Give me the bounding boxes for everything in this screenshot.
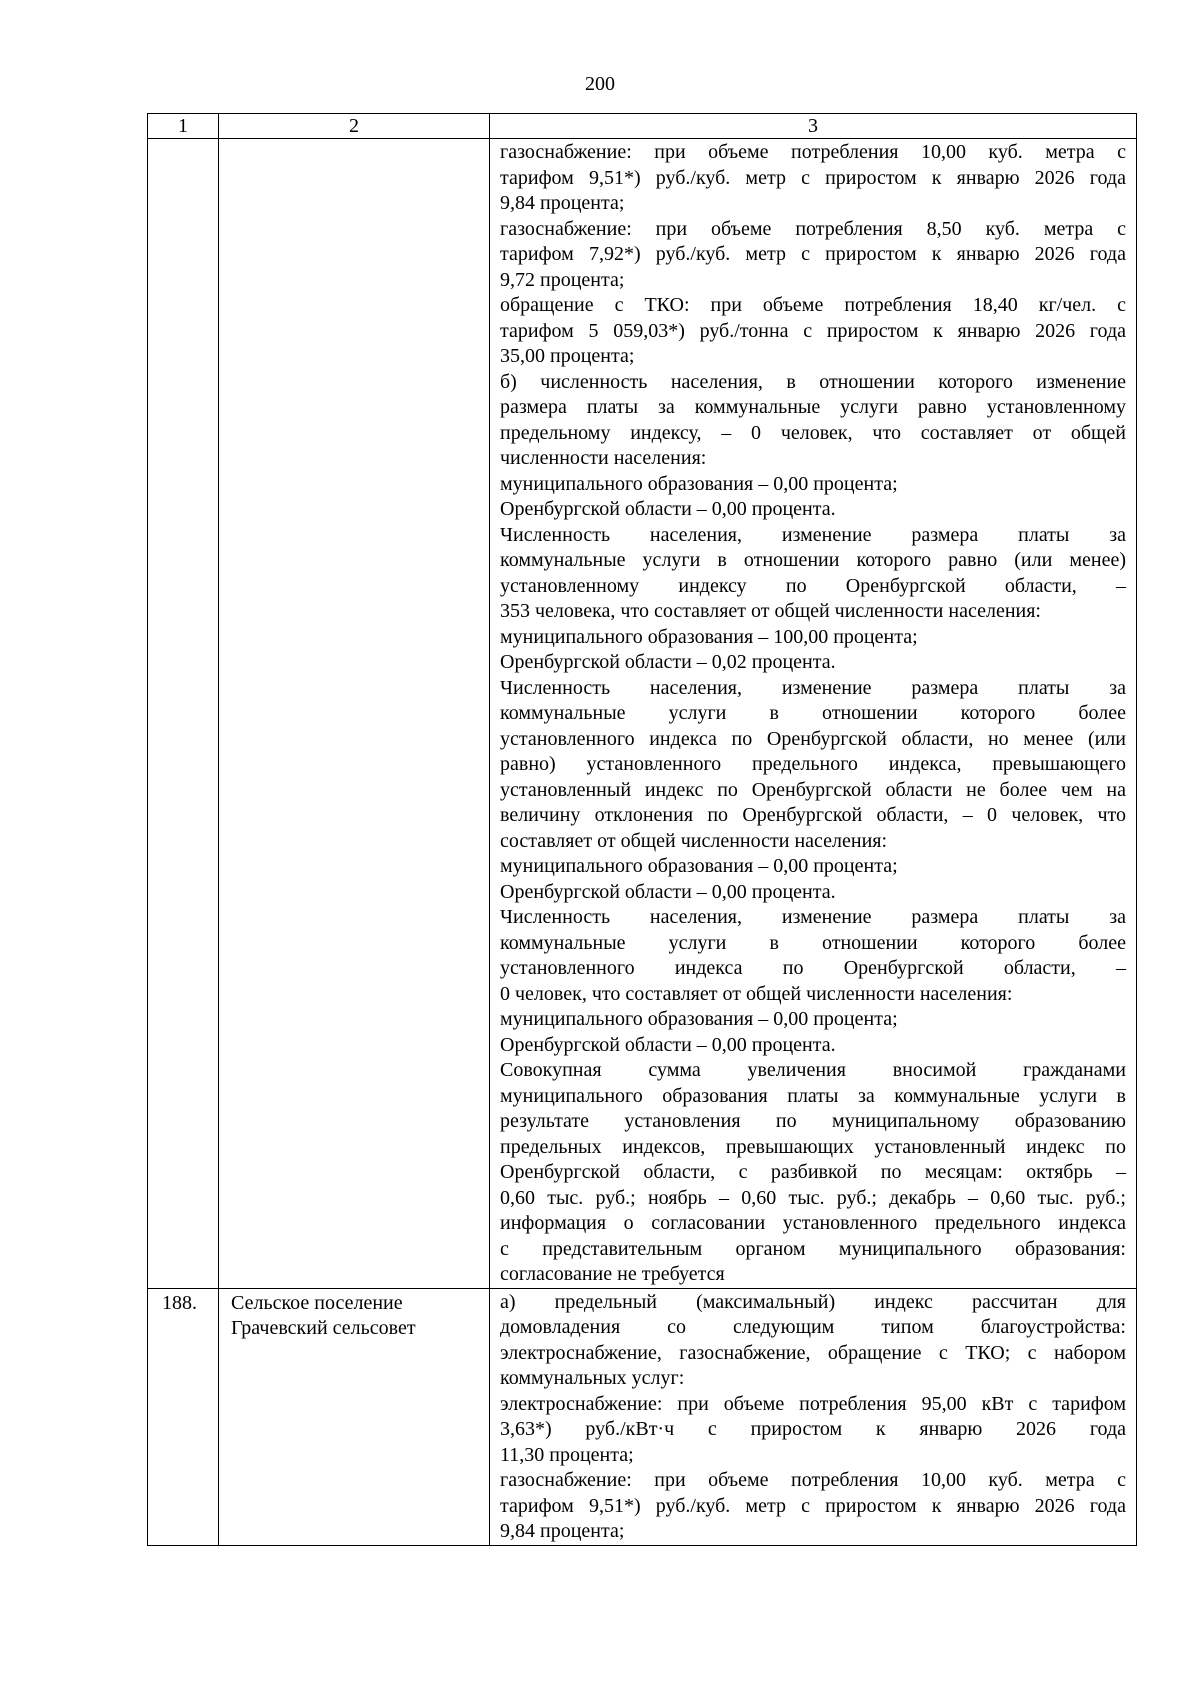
text-line: 9,84 процента; [500, 192, 625, 214]
text-line: муниципального образования – 0,00 процента; [500, 855, 898, 877]
text-line: коммунальные услуги в отношении которого равно (или менее) [500, 549, 1126, 571]
text-line: домовладения со следующим типом благоустройства: [500, 1316, 1126, 1338]
text-line: информация о согласовании установленного предельного индекса [500, 1212, 1126, 1234]
text-line: Численность населения, изменение размера платы за [500, 523, 1126, 546]
text-line: размера платы за коммунальные услуги равно установленному [500, 396, 1126, 418]
text-line: 0,60 тыс. руб.; ноябрь – 0,60 тыс. руб.; декабрь – 0,60 тыс. руб.; [500, 1186, 1126, 1209]
description-text [490, 139, 1136, 1288]
text-line: газоснабжение: при объеме потребления 8,50 куб. метра с [500, 217, 1126, 240]
text-line: Численность населения, изменение размера платы за [500, 676, 1126, 699]
text-line: Оренбургской области – 0,00 процента. [500, 880, 836, 903]
text-line: муниципального образования – 0,00 процента; [500, 472, 898, 495]
text-line: б) численность населения, в отношении которого изменение [500, 370, 1126, 393]
text-line: Оренбургской области, с разбивкой по месяцам: октябрь – [500, 1161, 1126, 1183]
text-line: 3,63*) руб./кВт·ч с приростом к январю 2026 года [500, 1418, 1126, 1440]
text-line: предельному индексу, – 0 человек, что составляет от общей [500, 421, 1126, 444]
text-line: газоснабжение: при объеме потребления 10,00 куб. метра с [500, 141, 1126, 163]
cell-name-empty [219, 139, 490, 1289]
text-line: тарифом 5 059,03*) руб./тонна с приростом к январю 2026 года [500, 319, 1126, 342]
text-line: тарифом 9,51*) руб./куб. метр с приростом к январю 2026 года [500, 1494, 1126, 1517]
text-line: 0 человек, что составляет от общей численности населения: [500, 982, 1013, 1005]
text-line: электроснабжение, газоснабжение, обращение с ТКО; с набором [500, 1341, 1126, 1364]
table-row-188 [148, 1288, 1137, 1545]
cell-settlement-name [219, 1288, 490, 1545]
text-line: электроснабжение: при объеме потребления 95,00 кВт с тарифом [500, 1392, 1126, 1415]
text-line: величину отклонения по Оренбургской области, – 0 человек, что [500, 804, 1126, 826]
description-text [490, 1289, 1136, 1545]
text-line: газоснабжение: при объеме потребления 10,00 куб. метра с [500, 1469, 1126, 1491]
text-line: коммунальные услуги в отношении которого более [500, 702, 1126, 724]
text-line: установленному индексу по Оренбургской области, – [500, 574, 1126, 597]
cell-number-empty [148, 139, 219, 1289]
text-line: с представительным органом муниципального образования: [500, 1237, 1126, 1260]
text-line: Совокупная сумма увеличения вносимой гражданами [500, 1059, 1126, 1081]
text-line: установленного индекса по Оренбургской области, но менее (или [500, 727, 1126, 750]
text-line: обращение с ТКО: при объеме потребления 18,40 кг/чел. с [500, 294, 1126, 316]
header-col-2: 2 [219, 114, 490, 139]
text-line: Оренбургской области – 0,00 процента. [500, 498, 836, 520]
text-line: а) предельный (максимальный) индекс рассчитан для [500, 1290, 1126, 1313]
text-line: согласование не требуется [500, 1263, 725, 1285]
text-line: результате установления по муниципальному образованию [500, 1110, 1126, 1132]
text-line: тарифом 9,51*) руб./куб. метр с приростом к январю 2026 года [500, 166, 1126, 189]
cell-description [490, 1288, 1137, 1545]
text-line: коммунальные услуги в отношении которого более [500, 931, 1126, 954]
text-line: численности населения: [500, 447, 707, 469]
cell-description [490, 139, 1137, 1289]
text-line: муниципального образования – 100,00 процента; [500, 625, 918, 648]
row-number: 188. [162, 1291, 197, 1314]
text-line: коммунальных услуг: [500, 1367, 685, 1389]
text-line: 353 человека, что составляет от общей численности населения: [500, 600, 1041, 622]
text-line: предельных индексов, превышающих установленный индекс по [500, 1135, 1126, 1158]
text-line: установленного индекса по Оренбургской области, – [500, 957, 1126, 979]
table-header-row [148, 114, 1137, 139]
cell-row-number [148, 1288, 219, 1545]
text-line: муниципального образования платы за коммунальные услуги в [500, 1084, 1126, 1107]
header-col-1: 1 [148, 114, 219, 139]
text-line: Оренбургской области – 0,02 процента. [500, 651, 836, 673]
table-row-continued [148, 139, 1137, 1289]
text-line: муниципального образования – 0,00 процента; [500, 1008, 898, 1030]
text-line: 35,00 процента; [500, 345, 635, 367]
text-line: Оренбургской области – 0,00 процента. [500, 1033, 836, 1056]
text-line: 11,30 процента; [500, 1443, 634, 1466]
settlement-name: Сельское поселение Грачевский сельсовет [231, 1291, 416, 1339]
header-col-3: 3 [490, 114, 1137, 139]
page-number: 200 [585, 73, 615, 95]
text-line: тарифом 7,92*) руб./куб. метр с приростом к январю 2026 года [500, 243, 1126, 265]
text-line: 9,72 процента; [500, 268, 625, 291]
text-line: Численность населения, изменение размера платы за [500, 906, 1126, 928]
text-line: установленный индекс по Оренбургской области не более чем на [500, 778, 1126, 801]
text-line: 9,84 процента; [500, 1520, 625, 1542]
indices-table [147, 113, 1137, 1546]
text-line: составляет от общей численности населения: [500, 829, 888, 852]
text-line: равно) установленного предельного индекса, превышающего [500, 753, 1126, 775]
